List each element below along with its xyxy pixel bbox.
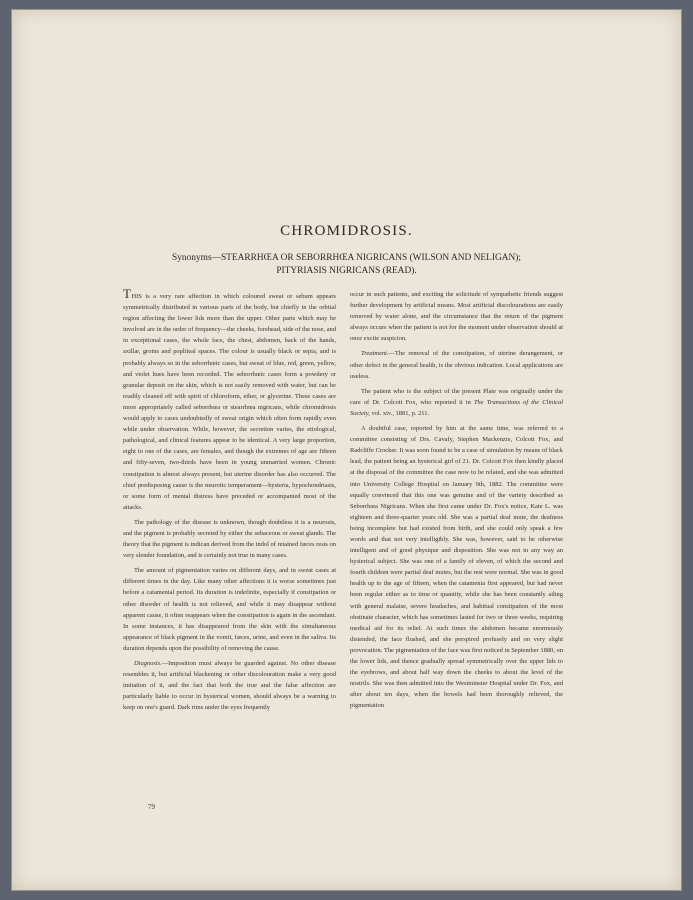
page-number: 79 — [148, 803, 155, 811]
page-title: CHROMIDROSIS. — [280, 223, 413, 239]
left-text-column — [123, 286, 336, 717]
book-page — [12, 10, 681, 890]
section-label-treatment: Treatment. — [361, 350, 389, 358]
paragraph: The amount of pigmentation varies on different days, and in sweat cases at different times in the day. Like many other affections it is worse sometimes just before a catamenial period. Its duration is indefinite, especially if constipation or other disorder of health is not relieved, and while it may disappear without apparent cause, it often reappears when the constipation is again in the ascendant. In some instances, it has disappeared from the skin with the simultaneous appearance of black pigment in the vomit, fæces, urine, and even in the saliva. Its duration depends upon the possibility of removing the cause. — [123, 567, 336, 652]
paragraph: The pathology of the disease is unknown, though doubtless it is a neurosis, and the pigment is probably secreted by either the sebaceous or sweat glands. The theory that the pigment is indican derived from the indol of retained fæces rests on very slender foundation, and is certainly not true in many cases. — [123, 518, 336, 560]
paragraph: occur in such patients, and exciting the solicitude of sympathetic friends suggest further development by artificial means. Most artificial discolourations are easily removed by water alone, and the circumstance that the return of the pigment always occurs when the patient is not for the moment under observation should at once excite suspicion. — [350, 291, 563, 343]
paragraph-text: —Imposition must always be guarded against. No other disease resembles it, but artificial blackening or other discolouration make a very good imitation of it, and the fact that both the true and the false affection are particularly liable to occur in hysterical women, should always be a warning to keep on one's guard. Dark rims under the eyes frequently — [123, 660, 336, 712]
paragraph-text: The patient who is the subject of the present Plate was originally under the care of Dr. Colcott Fox, who reported it in — [350, 387, 563, 406]
synonyms-line-1: Synonyms—STEARRHŒA OR SEBORRHŒA NIGRICANS (WILSON AND NELIGAN); — [172, 253, 521, 263]
paragraph-text: —The removal of the constipation, of uterine derangement, or other defect in the general health, is the obvious indication. Local applications are useless. — [350, 350, 563, 380]
paragraph-text: vol. xiv., 1881, p. 211. — [369, 409, 430, 417]
drop-cap: T — [123, 286, 132, 301]
journal-title: The Transactions of the Clinical Society, — [350, 398, 563, 417]
section-label-diagnosis: Diagnosis. — [134, 660, 162, 667]
paragraph — [350, 386, 563, 419]
paragraph: A doubtful case, reported by him at the same time, was referred to a committee consisting of Drs. Cavafy, Stephen Mackenzie, Colcott Fox, and Radcliffe Crocker. It was soon found to be a case of simulation by means of black lead, the patient being an hysterical girl of 21. Dr. Colcott Fox then kindly placed at the disposal of the committee the case now to be related, and she was admitted into University College Hospital on January 9th, 1882. The committee were equally convinced that this one was genuine and of the variety described as Seborrhœa Nigricans. When she first came under Dr. Fox's notice, Kate L. was eighteen and three-quarter years old. She was a partial deaf mute, the deafness being incomplete but had existed from birth, and she could only speak a few words and that not very intelligibly. She was, however, said to be otherwise intelligent and of good physique and disposition. She was not in any way an hysterical subject. She was one of a family of eleven, of which the second and fourth children were partial deaf mutes, but the rest were normal. She was in good health up to the age of fifteen, when the catamenia first appeared, but had never been regular either as to time or quantity, while she has been constantly ailing with general malaise, severe headaches, and habitual constipation of the most obstinate character, which has sometimes lasted for two or three weeks, requiring medical aid for its relief. At such times the abdomen became enormously distended, the face flushed, and she perspired profusely and on very slight provocation. The pigmentation of the face was first noticed in September 1880, on the lower lids, and thence gradually spread symmetrically over the upper lids to the eyebrows, and about half way down the cheeks to about the level of the nostrils. She was then admitted into the Westminster Hospital under Dr. Fox, and after about ten days, when the bowels had been thoroughly relieved, the pigmentation — [350, 425, 563, 710]
synonyms-line-2: PITYRIASIS NIGRICANS (READ). — [276, 266, 417, 276]
paragraph — [123, 658, 336, 713]
right-text-column — [350, 289, 563, 715]
paragraph — [350, 348, 563, 381]
paragraph — [123, 286, 336, 513]
synonyms-heading — [52, 252, 641, 278]
paragraph-text: HIS is a very rare affection in which coloured sweat or sebum appears symmetrically distributed in various parts of the body, but chiefly in the orbital region affecting the lower lids more than the upper. Other parts which may be involved are in the order of frequency—the cheeks, forehead, side of the nose, and in exceptional cases, the whole face, the chest, abdomen, back of the hands, axillæ, groins and popliteal spaces. The colour is usually black or sepia, and is probably always so in the seborrhœic cases, but sweat of blue, red, green, yellow, and violet hues have been recorded. The seborrhœic cases form a powdery or granular deposit on the skin, which is not easily removed with water, but can be readily cleaned off with spirit of chloroform, ether, or glycerine. These cases are more appropriately called seborrhœa or stearrhœa nigricans, while chromidrosis would apply to cases undoubtedly of sweat origin which often form rapidly even while under observation. While, however, the secretion varies, the etiological, pathological, and clinical features appear to be identical. A very large proportion, eight to one of the cases, are females, and though the extremes of age are fifteen and fifty-seven, two-thirds have been in young unmarried women. Chronic constipation is almost always present, but uterine disorder has also occurred. The chief predisposing cause is the neurotic temperament—hysteria, hypochondriasis, or some form of mental distress have preceded or accompanied most of the attacks. — [123, 293, 336, 511]
